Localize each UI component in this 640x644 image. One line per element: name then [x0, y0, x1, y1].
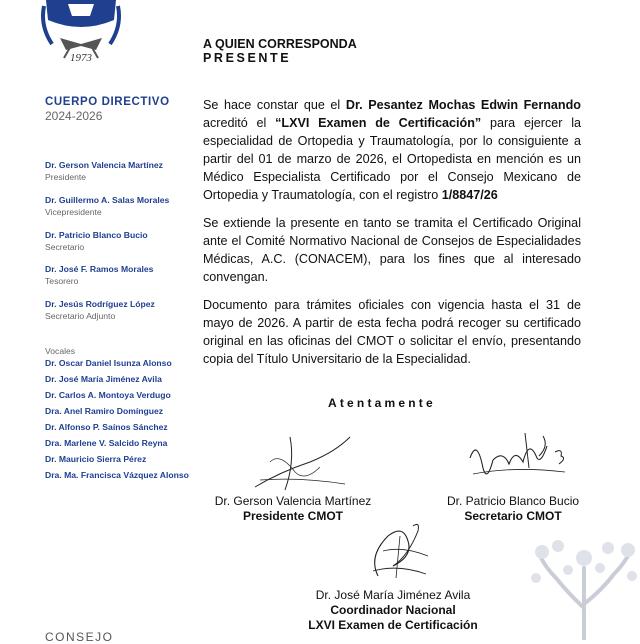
vocal-name: Dr. José María Jiménez Avila [45, 374, 162, 384]
presente-line: PRESENTE [203, 51, 292, 65]
signatory-coordinator [290, 588, 496, 633]
sidebar-title: CUERPO DIRECTIVO [45, 96, 170, 108]
member-vicepresident [45, 195, 169, 217]
paragraph-text: acreditó el [203, 116, 276, 130]
signatory-role: Secretario CMOT [464, 509, 562, 523]
signatory-name: Dr. Gerson Valencia Martínez [214, 494, 372, 508]
signatory-name: Dr. Patricio Blanco Bucio [446, 494, 580, 508]
vocal-name: Dra. Anel Ramiro Domínguez [45, 406, 164, 416]
member-role: Secretario [45, 242, 85, 252]
logo-year: 1973 [70, 52, 92, 64]
vocal-name: Dr. Alfonso P. Saínos Sánchez [45, 422, 168, 432]
member-president [45, 160, 163, 182]
member-role: Vicepresidente [45, 207, 102, 217]
member-name: Dr. José F. Ramos Morales [45, 264, 154, 274]
signature-secretary [465, 428, 575, 490]
signatory-role: Presidente CMOT [242, 509, 344, 523]
signatory-role-detail: LXVI Examen de Certificación [308, 618, 478, 632]
sidebar-governing-body [45, 96, 195, 480]
vocal-name: Dra. Ma. Francisca Vázquez Alonso [45, 470, 189, 480]
certified-doctor-name: Dr. Pesantez Mochas Edwin Fernando [345, 98, 581, 112]
member-assistant-secretary [45, 299, 155, 321]
member-secretary [45, 230, 148, 252]
vocal-name: Dr. Oscar Daniel Isunza Alonso [45, 358, 172, 368]
sidebar-period: 2024-2026 [45, 109, 103, 123]
paragraph-certification [203, 96, 581, 204]
member-role: Presidente [45, 172, 87, 182]
paragraph-conacem: Se extiende la presente en tanto se tramita el Certificado Original ante el Comité Normativo Nacional de Consejos de Especialidades Médicas, A.C. (CONACEM), para los fines que al interesado convengan. [203, 216, 581, 284]
member-name: Dr. Gerson Valencia Martínez [45, 160, 163, 170]
tree-watermark-icon [528, 538, 640, 640]
paragraph-text: Se hace constar que el [203, 98, 346, 112]
member-treasurer [45, 264, 153, 286]
paragraph-text: para ejercer la especialidad de Ortopedia y Traumatología, por lo consiguiente a partir del 01 de marzo de 2026, el Ortopedista en mención es un Médico Especialista Certificado por el Consejo Mexicano de Ortopedia y Traumatología, con el registro [203, 116, 581, 202]
signatory-name: Dr. José María Jiménez Avila [315, 588, 471, 602]
member-name: Dr. Patricio Blanco Bucio [45, 230, 148, 240]
exam-name: “LXVI Examen de Certificación” [275, 116, 482, 130]
member-role: Secretario Adjunto [45, 311, 116, 321]
member-name: Dr. Guillermo A. Salas Morales [45, 195, 170, 205]
member-role: Tesorero [45, 276, 79, 286]
signature-coordinator [358, 516, 438, 586]
addressee-line: A QUIEN CORRESPONDA [203, 37, 357, 51]
paragraph-validity: Documento para trámites oficiales con vigencia hasta el 31 de mayo de 2026. A partir de esta fecha podrá recoger su certificado original en las oficinas del CMOT o solicitar el envío, presentando copia del Título Universitario de la Especialidad. [203, 298, 581, 366]
vocales-label: Vocales [45, 346, 76, 356]
vocal-name: Dr. Mauricio Sierra Pérez [45, 454, 147, 464]
vocal-name: Dra. Marlene V. Salcido Reyna [45, 438, 168, 448]
registry-number: 1/8847/26 [441, 188, 498, 202]
signatory-secretary [420, 494, 606, 524]
sidebar-bottom-text: CONSEJO [45, 630, 114, 644]
signatory-president [200, 494, 386, 524]
signatory-role: Coordinador Nacional [330, 603, 456, 617]
vocal-name: Dr. Carlos A. Montoya Verdugo [45, 390, 171, 400]
member-name: Dr. Jesús Rodríguez López [45, 299, 155, 309]
closing-atentamente: Atentamente [328, 396, 436, 410]
signature-president [250, 432, 355, 494]
